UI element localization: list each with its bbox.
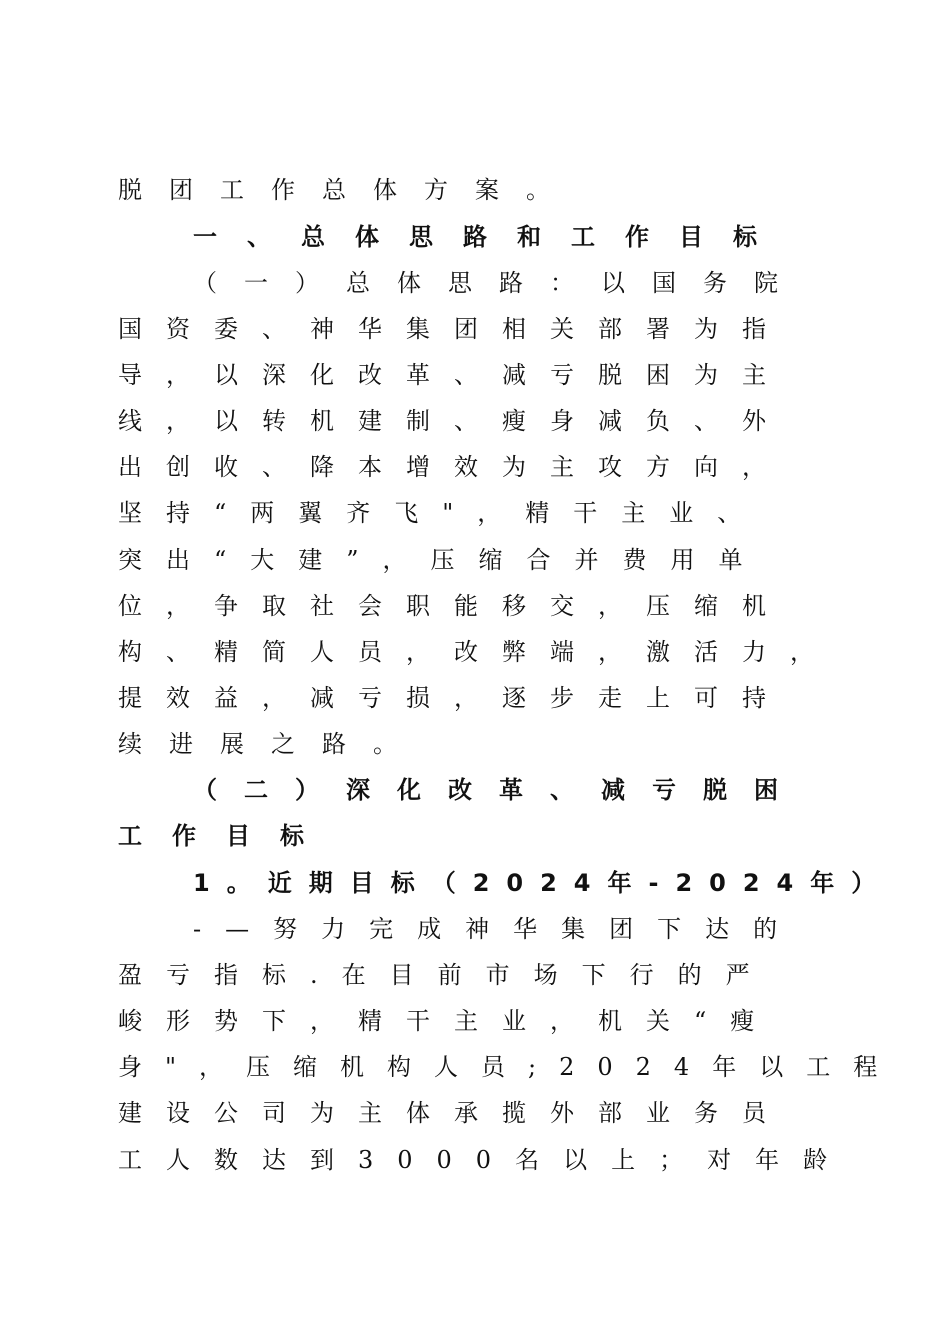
section-heading: 一、总体思路和工作目标 (193, 223, 787, 251)
body-text-line: 国资委、神华集团相关部署为指 (118, 315, 790, 343)
body-text-line: 突出“大建”，压缩合并费用单 (118, 546, 767, 574)
body-text-line: 身"，压缩机构人员;2024年以工程 (118, 1053, 901, 1081)
body-text-line: 构、精简人员，改弊端，激活力， (118, 638, 838, 666)
body-text-line: 脱团工作总体方案。 (118, 176, 577, 204)
body-text-line: 续进展之路。 (118, 730, 424, 758)
body-text-line: 工人数达到3000名以上；对年龄 (118, 1146, 852, 1174)
subsection-heading: （二）深化改革、减亏脱困 (193, 776, 805, 804)
body-text-line: 线，以转机建制、瘦身减负、外 (118, 407, 790, 435)
body-text-line: -—努力完成神华集团下达的 (193, 915, 802, 943)
subsection-heading-continued: 工作目标 (118, 822, 334, 850)
body-text-line: 出创收、降本增效为主攻方向， (118, 453, 790, 481)
body-text-line: 盈亏指标.在目前市场下行的严 (118, 961, 774, 989)
body-text-line: 坚持“两翼齐飞"，精干主业、 (118, 499, 766, 527)
subsection-heading-line: （一）总体思路：以国务院 (193, 269, 805, 297)
body-text-line: 导，以深化改革、减亏脱困为主 (118, 361, 790, 389)
body-text-line: 提效益，减亏损，逐步走上可持 (118, 684, 790, 712)
body-text-line: 建设公司为主体承揽外部业务员 (118, 1099, 790, 1127)
body-text-line: 位，争取社会职能移交，压缩机 (118, 592, 790, 620)
item-heading: 1。近期目标（2024年-2024年） (193, 869, 893, 897)
body-text-line: 峻形势下，精干主业，机关“瘦 (118, 1007, 779, 1035)
